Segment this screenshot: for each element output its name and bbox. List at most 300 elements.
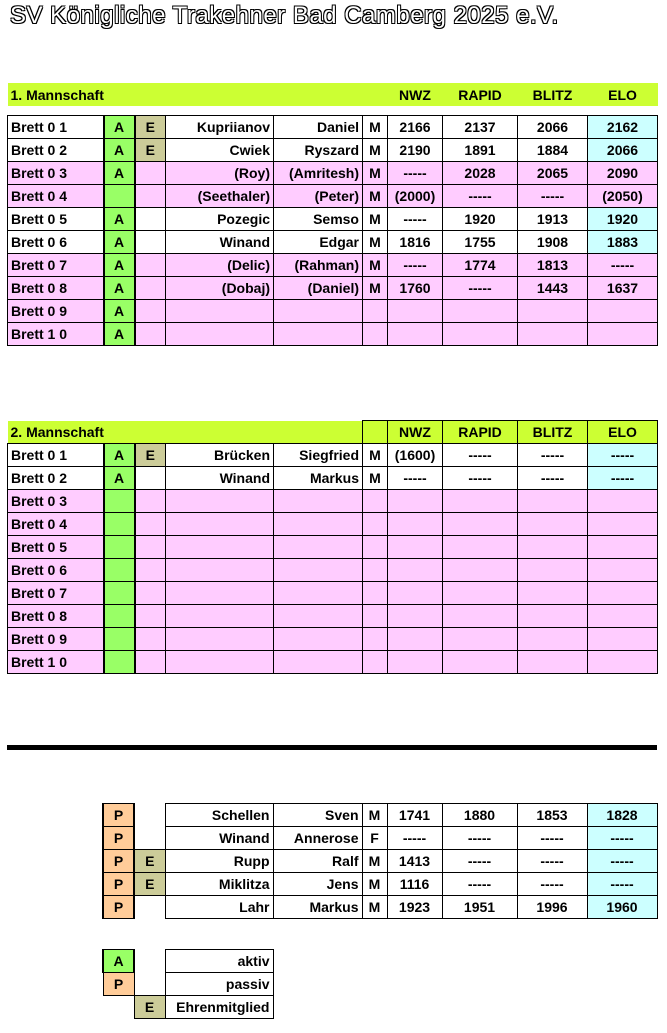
honor-code	[135, 467, 166, 490]
board-label: Brett 0 2	[8, 467, 104, 490]
sex: M	[363, 444, 388, 467]
team2-header-row	[8, 421, 658, 444]
honor-code	[135, 207, 166, 230]
team1-row	[8, 276, 658, 299]
first-name: Edgar	[274, 230, 363, 253]
first-name	[274, 536, 363, 559]
status-code: A	[104, 207, 135, 230]
rapid-value: -----	[442, 873, 517, 896]
rapid-value: 1880	[442, 804, 517, 827]
elo-value	[588, 536, 658, 559]
status-code	[104, 559, 135, 582]
rapid-value: 2137	[443, 115, 518, 138]
team2-row	[8, 536, 658, 559]
nwz-value: 2166	[388, 115, 443, 138]
board-label: Brett 0 5	[8, 207, 104, 230]
sex: M	[363, 138, 388, 161]
board-label: Brett 0 4	[8, 513, 104, 536]
team2-col-nwz: NWZ	[388, 421, 443, 444]
team1-row	[8, 207, 658, 230]
blitz-value	[518, 490, 588, 513]
sex: M	[362, 873, 387, 896]
rapid-value	[443, 299, 518, 322]
board-label: Brett 0 9	[8, 628, 104, 651]
passive-row	[7, 827, 657, 850]
first-name	[274, 559, 363, 582]
team1-row	[8, 322, 658, 345]
status-code	[104, 582, 135, 605]
blitz-value: 1884	[518, 138, 588, 161]
honor-code	[135, 184, 166, 207]
status-code	[104, 536, 135, 559]
blitz-value: 2065	[518, 161, 588, 184]
team1-col-blitz: BLITZ	[532, 86, 573, 103]
first-name	[274, 651, 363, 674]
honor-code	[135, 490, 166, 513]
first-name	[274, 628, 363, 651]
team2-row	[8, 444, 658, 467]
sex	[363, 651, 388, 674]
honor-code	[135, 605, 166, 628]
elo-value: -----	[587, 850, 657, 873]
rapid-value	[443, 605, 518, 628]
honor-code	[135, 230, 166, 253]
board-label: Brett 0 7	[8, 582, 104, 605]
team2-row	[8, 490, 658, 513]
status-code: A	[104, 115, 135, 138]
blitz-value	[518, 605, 588, 628]
honor-code	[135, 513, 166, 536]
blitz-value	[518, 322, 588, 345]
nwz-value: -----	[388, 467, 443, 490]
rapid-value: 1891	[443, 138, 518, 161]
elo-value: -----	[588, 444, 658, 467]
spacer-cell	[7, 873, 103, 896]
spacer-cell	[7, 827, 103, 850]
last-name: (Delic)	[166, 253, 274, 276]
blitz-value: 1813	[518, 253, 588, 276]
rapid-value: -----	[442, 827, 517, 850]
nwz-value: 1116	[387, 873, 442, 896]
last-name: Cwiek	[166, 138, 274, 161]
status-code: P	[103, 850, 134, 873]
blitz-value	[518, 628, 588, 651]
status-code: P	[103, 804, 134, 827]
rapid-value	[443, 322, 518, 345]
legend-active-code: A	[103, 950, 134, 973]
board-label: Brett 0 1	[8, 444, 104, 467]
elo-value: (2050)	[588, 184, 658, 207]
elo-value	[588, 651, 658, 674]
status-code: A	[104, 322, 135, 345]
team1-header-row	[8, 83, 658, 106]
elo-value	[588, 513, 658, 536]
elo-value: 1828	[587, 804, 657, 827]
status-code: A	[104, 444, 135, 467]
honor-code	[135, 582, 166, 605]
sex: M	[363, 467, 388, 490]
last-name: Winand	[166, 467, 274, 490]
board-label: Brett 0 1	[8, 115, 104, 138]
last-name: (Dobaj)	[166, 276, 274, 299]
rapid-value: -----	[443, 184, 518, 207]
first-name: Semso	[274, 207, 363, 230]
elo-value: 1920	[588, 207, 658, 230]
rapid-value: 2028	[443, 161, 518, 184]
honor-code	[135, 651, 166, 674]
sex: M	[363, 115, 388, 138]
board-label: Brett 0 8	[8, 605, 104, 628]
status-code	[104, 184, 135, 207]
first-name: (Rahman)	[274, 253, 363, 276]
team2-row	[8, 628, 658, 651]
first-name: Markus	[274, 467, 363, 490]
elo-value: 2066	[588, 138, 658, 161]
blitz-value	[518, 582, 588, 605]
blitz-value	[518, 651, 588, 674]
sex	[363, 605, 388, 628]
passive-row	[7, 896, 657, 919]
team2-row	[8, 559, 658, 582]
team2-row	[8, 605, 658, 628]
first-name	[274, 582, 363, 605]
team2-title: 2. Mannschaft	[10, 423, 104, 440]
status-code: A	[104, 161, 135, 184]
blitz-value: -----	[517, 873, 587, 896]
rapid-value: 1755	[443, 230, 518, 253]
status-code: A	[104, 467, 135, 490]
blitz-value: 2066	[518, 115, 588, 138]
legend-honor-code: E	[134, 996, 165, 1019]
honor-code	[135, 276, 166, 299]
board-label: Brett 0 9	[8, 299, 104, 322]
elo-value: 2162	[588, 115, 658, 138]
status-code	[104, 605, 135, 628]
elo-value	[588, 628, 658, 651]
sex: M	[363, 276, 388, 299]
rapid-value	[443, 582, 518, 605]
board-label: Brett 0 6	[8, 230, 104, 253]
blitz-value: 1443	[518, 276, 588, 299]
status-code	[104, 513, 135, 536]
team1-row	[8, 115, 658, 138]
honor-code	[134, 896, 165, 919]
legend-active-label: aktiv	[165, 950, 273, 973]
rapid-value	[443, 490, 518, 513]
rapid-value: -----	[443, 444, 518, 467]
status-code: A	[104, 299, 135, 322]
team1-row	[8, 253, 658, 276]
nwz-value	[388, 605, 443, 628]
first-name: Jens	[273, 873, 362, 896]
elo-value: 1637	[588, 276, 658, 299]
team2-table	[7, 420, 658, 674]
nwz-value: 1741	[387, 804, 442, 827]
honor-code	[135, 559, 166, 582]
legend-row-honor	[7, 996, 273, 1019]
rapid-value: -----	[443, 276, 518, 299]
sex: M	[363, 230, 388, 253]
team2-row	[8, 513, 658, 536]
blitz-value	[518, 299, 588, 322]
rapid-value: -----	[443, 467, 518, 490]
last-name	[166, 651, 274, 674]
nwz-value: -----	[388, 253, 443, 276]
elo-value: 2090	[588, 161, 658, 184]
first-name: Siegfried	[274, 444, 363, 467]
status-code	[104, 651, 135, 674]
passive-members-table	[7, 803, 658, 919]
rapid-value	[443, 628, 518, 651]
last-name: (Seethaler)	[166, 184, 274, 207]
sex	[363, 628, 388, 651]
last-name: Brücken	[166, 444, 274, 467]
board-label: Brett 0 3	[8, 161, 104, 184]
first-name: Daniel	[274, 115, 363, 138]
team2-col-blitz: BLITZ	[518, 421, 588, 444]
sex: M	[363, 161, 388, 184]
status-code: A	[104, 276, 135, 299]
last-name	[166, 490, 274, 513]
rapid-value: 1951	[442, 896, 517, 919]
honor-code: E	[135, 444, 166, 467]
board-label: Brett 0 4	[8, 184, 104, 207]
rapid-value: 1774	[443, 253, 518, 276]
board-label: Brett 0 2	[8, 138, 104, 161]
honor-code	[134, 804, 165, 827]
first-name	[274, 299, 363, 322]
team2-row	[8, 467, 658, 490]
team1-col-nwz: NWZ	[399, 86, 431, 103]
first-name: (Daniel)	[274, 276, 363, 299]
elo-value	[588, 299, 658, 322]
legend-passive-code: P	[103, 973, 134, 996]
blitz-value	[518, 513, 588, 536]
status-code: P	[103, 827, 134, 850]
elo-value: -----	[587, 873, 657, 896]
team2-row	[8, 582, 658, 605]
first-name: Ryszard	[274, 138, 363, 161]
first-name: Markus	[273, 896, 362, 919]
first-name	[274, 513, 363, 536]
rapid-value	[443, 513, 518, 536]
team1-row	[8, 161, 658, 184]
last-name: Schellen	[165, 804, 273, 827]
last-name	[166, 299, 274, 322]
nwz-value: 1816	[388, 230, 443, 253]
team1-col-rapid: RAPID	[458, 86, 502, 103]
last-name: Lahr	[165, 896, 273, 919]
blitz-value	[518, 536, 588, 559]
last-name	[166, 513, 274, 536]
blitz-value: 1853	[517, 804, 587, 827]
sex: M	[362, 804, 387, 827]
rapid-value	[443, 651, 518, 674]
blitz-value: 1913	[518, 207, 588, 230]
board-label: Brett 0 5	[8, 536, 104, 559]
last-name: Miklitza	[165, 873, 273, 896]
sex	[363, 559, 388, 582]
last-name	[166, 536, 274, 559]
team1-row	[8, 299, 658, 322]
last-name: Kupriianov	[166, 115, 274, 138]
honor-code: E	[134, 873, 165, 896]
sex: M	[363, 184, 388, 207]
status-code: A	[104, 138, 135, 161]
honor-code: E	[134, 850, 165, 873]
nwz-value	[388, 299, 443, 322]
legend-row-passive	[7, 973, 273, 996]
passive-row	[7, 850, 657, 873]
blitz-value: -----	[518, 467, 588, 490]
last-name	[166, 628, 274, 651]
blitz-value: -----	[517, 827, 587, 850]
first-name: (Amritesh)	[274, 161, 363, 184]
last-name	[166, 582, 274, 605]
first-name	[274, 605, 363, 628]
team1-title: 1. Mannschaft	[10, 86, 104, 103]
board-label: Brett 1 0	[8, 651, 104, 674]
blitz-value: 1996	[517, 896, 587, 919]
last-name: Winand	[166, 230, 274, 253]
elo-value	[588, 490, 658, 513]
legend-row-active	[7, 950, 273, 973]
board-label: Brett 0 3	[8, 490, 104, 513]
nwz-value	[388, 536, 443, 559]
team2-row	[8, 651, 658, 674]
status-code: P	[103, 873, 134, 896]
status-code: A	[104, 253, 135, 276]
nwz-value	[388, 559, 443, 582]
last-name: (Roy)	[166, 161, 274, 184]
rapid-value: -----	[442, 850, 517, 873]
team2-col-rapid: RAPID	[443, 421, 518, 444]
nwz-value: 1760	[388, 276, 443, 299]
passive-row	[7, 873, 657, 896]
sex: M	[362, 850, 387, 873]
board-label: Brett 0 8	[8, 276, 104, 299]
elo-value	[588, 605, 658, 628]
nwz-value: (1600)	[388, 444, 443, 467]
team1-row	[8, 184, 658, 207]
nwz-value	[388, 513, 443, 536]
honor-code	[135, 322, 166, 345]
honor-code	[135, 161, 166, 184]
spacer-cell	[7, 896, 103, 919]
last-name	[166, 605, 274, 628]
sex	[363, 582, 388, 605]
elo-value: 1883	[588, 230, 658, 253]
status-code	[104, 628, 135, 651]
sex: M	[363, 207, 388, 230]
last-name	[166, 322, 274, 345]
blitz-value	[518, 559, 588, 582]
team1-col-elo: ELO	[608, 86, 637, 103]
elo-value	[588, 582, 658, 605]
team2-col-elo: ELO	[588, 421, 658, 444]
elo-value: -----	[588, 253, 658, 276]
rapid-value	[443, 536, 518, 559]
spacer-cell	[7, 850, 103, 873]
sex	[363, 490, 388, 513]
rapid-value	[443, 559, 518, 582]
sex	[363, 536, 388, 559]
last-name: Pozegic	[166, 207, 274, 230]
nwz-value	[388, 651, 443, 674]
first-name: (Peter)	[274, 184, 363, 207]
honor-code: E	[135, 138, 166, 161]
honor-code: E	[135, 115, 166, 138]
board-label: Brett 0 6	[8, 559, 104, 582]
honor-code	[135, 536, 166, 559]
nwz-value: -----	[387, 827, 442, 850]
rapid-value: 1920	[443, 207, 518, 230]
elo-value: -----	[587, 827, 657, 850]
first-name	[274, 490, 363, 513]
nwz-value: -----	[388, 207, 443, 230]
nwz-value	[388, 490, 443, 513]
team1-row	[8, 230, 658, 253]
elo-value	[588, 322, 658, 345]
nwz-value	[388, 582, 443, 605]
last-name: Rupp	[165, 850, 273, 873]
nwz-value: (2000)	[388, 184, 443, 207]
elo-value: -----	[588, 467, 658, 490]
passive-row	[7, 804, 657, 827]
blitz-value: -----	[518, 184, 588, 207]
team1-row	[8, 138, 658, 161]
first-name: Annerose	[273, 827, 362, 850]
nwz-value: 1413	[387, 850, 442, 873]
first-name: Ralf	[273, 850, 362, 873]
legend-honor-label: Ehrenmitglied	[165, 996, 273, 1019]
board-label: Brett 1 0	[8, 322, 104, 345]
last-name: Winand	[165, 827, 273, 850]
legend-table	[7, 949, 274, 1019]
nwz-value	[388, 628, 443, 651]
honor-code	[135, 628, 166, 651]
team1-table	[7, 83, 658, 346]
nwz-value: 1923	[387, 896, 442, 919]
page-title: SV Königliche Trakehner Bad Camberg 2025 e.V.	[10, 2, 559, 29]
sex: M	[362, 896, 387, 919]
honor-code	[134, 827, 165, 850]
status-code: A	[104, 230, 135, 253]
honor-code	[135, 299, 166, 322]
nwz-value: 2190	[388, 138, 443, 161]
first-name: Sven	[273, 804, 362, 827]
nwz-value: -----	[388, 161, 443, 184]
nwz-value	[388, 322, 443, 345]
status-code: P	[103, 896, 134, 919]
first-name	[274, 322, 363, 345]
board-label: Brett 0 7	[8, 253, 104, 276]
sex: F	[362, 827, 387, 850]
sex	[363, 299, 388, 322]
blitz-value: -----	[517, 850, 587, 873]
last-name	[166, 559, 274, 582]
spacer-cell	[7, 804, 103, 827]
elo-value	[588, 559, 658, 582]
status-code	[104, 490, 135, 513]
blitz-value: -----	[518, 444, 588, 467]
sex	[363, 322, 388, 345]
sex: M	[363, 253, 388, 276]
sex	[363, 513, 388, 536]
section-separator	[7, 745, 657, 750]
legend-passive-label: passiv	[165, 973, 273, 996]
blitz-value: 1908	[518, 230, 588, 253]
